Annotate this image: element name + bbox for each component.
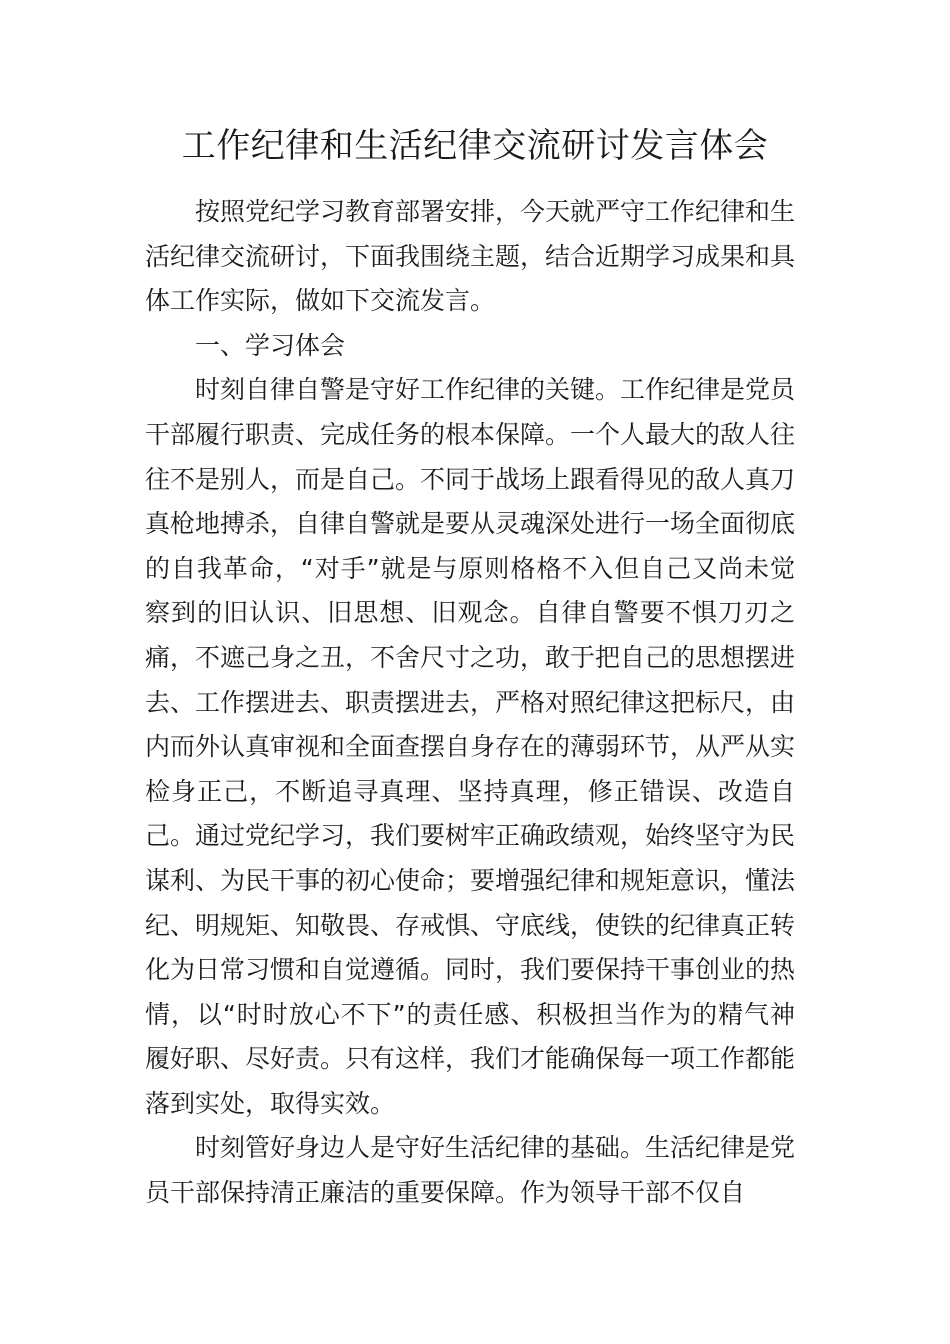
- paragraph-life-discipline: 时刻管好身边人是守好生活纪律的基础。生活纪律是党员干部保持清正廉洁的重要保障。作为领导干部不仅自: [145, 1133, 796, 1208]
- paragraph-intro: 按照党纪学习教育部署安排，今天就严守工作纪律和生活纪律交流研讨，下面我围绕主题，结合近期学习成果和具体工作实际，做如下交流发言。: [145, 197, 796, 316]
- section-heading-study-experience: 一、学习体会: [195, 330, 346, 360]
- document-body: [145, 190, 795, 1216]
- document-title: 工作纪律和生活纪律交流研讨发言体会: [181, 126, 769, 166]
- paragraph-work-discipline: 时刻自律自警是守好工作纪律的关键。工作纪律是党员干部履行职责、完成任务的根本保障。一个人最大的敌人往往不是别人，而是自己。不同于战场上跟看得见的敌人真刀真枪地搏杀，自律自警就是要从灵魂深处进行一场全面彻底的自我革命，“对手”就是与原则格格不入但自己又尚未觉察到的旧认识、旧思想、旧观念。自律自警要不惧刀刃之痛，不遮己身之丑，不舍尺寸之功，敢于把自己的思想摆进去、工作摆进去、职责摆进去，严格对照纪律这把标尺，由内而外认真审视和全面查摆自身存在的薄弱环节，从严从实检身正己，不断追寻真理、坚持真理，修正错误、改造自己。通过党纪学习，我们要树牢正确政绩观，始终坚守为民谋利、为民干事的初心使命；要增强纪律和规矩意识，懂法纪、明规矩、知敬畏、存戒惧、守底线，使铁的纪律真正转化为日常习惯和自觉遵循。同时，我们要保持干事创业的热情，以“时时放心不下”的责任感、积极担当作为的精气神履好职、尽好责。只有这样，我们才能确保每一项工作都能落到实处，取得实效。: [145, 375, 796, 1118]
